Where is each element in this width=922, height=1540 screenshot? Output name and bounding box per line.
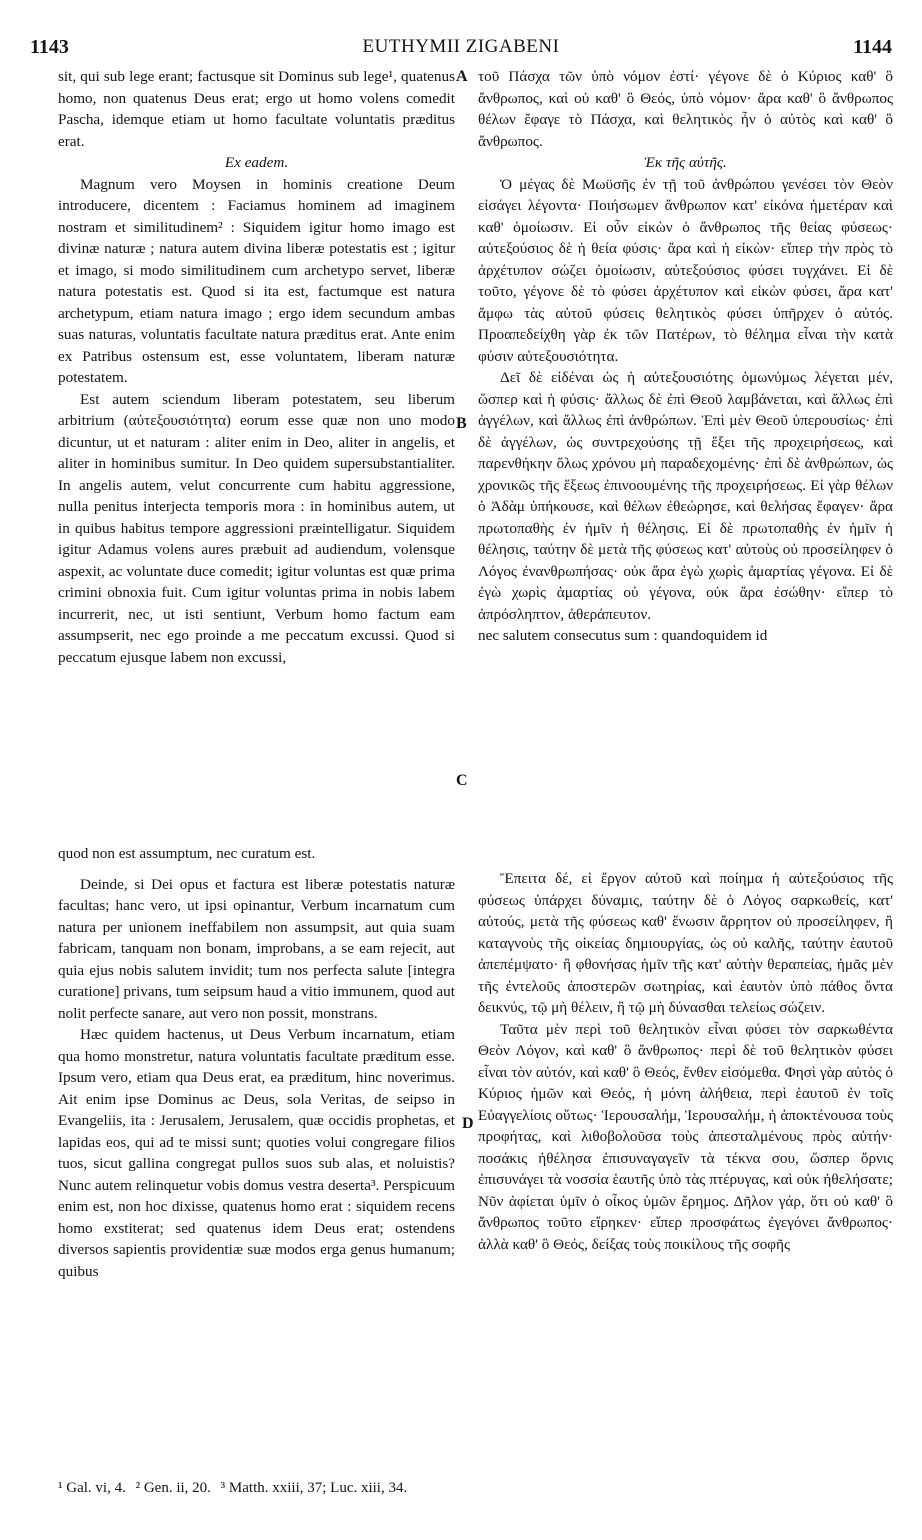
greek-paragraph: τοῦ Πάσχα τῶν ὑπὸ νόμον ἐστί· γέγονε δὲ ὁ Κύριος καθ' ὃ ἄνθρωπος, καὶ οὐ καθ' ὃ Θεός, ὑπὸ νόμον· ἄρα καθ' ὃ ἄνθρωπος θέλων ἔφαγε τὸ Πάσχα, καὶ θελητικὸς ἦν ὁ αὐτὸς καὶ καθ' ὃ ἄνθρωπος.: [478, 68, 893, 150]
section-marker-b: B: [456, 415, 467, 432]
greek-paragraph: Ὁ μέγας δὲ Μωϋσῆς ἐν τῇ τοῦ ἀνθρώπου γενέσει τὸν Θεὸν εἰσάγει λέγοντα· Ποιήσωμεν ἄνθρωπον κατ' εἰκόνα ἡμετέραν καὶ καθ' ὁμοίωσιν. Εἰ οὖν εἰκὼν ὁ ἄνθρωπος τῆς θείας φύσεως· αὐτεξούσιος δὲ ἡ θεία φύσις· ἄρα καὶ ἡ εἰκὼν· εἴπερ τὴν πρὸς τὸ ἀρχέτυπον σώζει ὁμοίωσιν, αὐτεξούσιος φύσει τυγχάνει. Εἰ δὲ τοῦτο, γέγονε δὲ τὸ φύσει ἀρχέτυπον καὶ εἰκὼν φύσει, ἄρα κατ' ἄμφω τὰς αὐτοῦ φύσεις θελητικὸς φύσει ὑπῆρχεν ὁ αὐτός. Προαπεδείχθη γὰρ ἐκ τῶν Πατέρων, τὸ θέλημα εἶναι τὴν κατὰ φύσιν αὐτεξουσιότητα.: [478, 175, 893, 365]
latin-column-lower: [58, 843, 455, 1282]
section-marker-d: D: [462, 1115, 474, 1132]
latin-paragraph: Deinde, si Dei opus et factura est liberæ potestatis naturæ facultas; hanc vero, ut ipsi opinantur, Verbum incarnatum cum natura per unionem ineffabilem non assumpsit, aut quia suam fabricam, tanquam non bonam, improbans, a se eam rejecit, aut quia ejus nobis salutem invidit; tum nos perfecta salute [integra curatione] privans, tum seipsum haud a vitio immunem, quod aut nolit perfecte sanare, aut vero non possit, monstrans.: [58, 875, 455, 1022]
left-page-number: 1143: [30, 36, 69, 58]
greek-paragraph-tail: nec salutem consecutus sum : quandoquidem id: [478, 627, 768, 644]
page-header: [30, 36, 892, 60]
greek-paragraph: Ταῦτα μὲν περὶ τοῦ θελητικὸν εἶναι φύσει τὸν σαρκωθέντα Θεὸν Λόγον, καὶ καθ' ὃ ἄνθρωπος· περὶ δὲ τοῦ θελητικὸν φύσει εἶναι τὸν αὐτόν, καὶ καθ' ὃ Θεός, ἔνθεν εἰσόμεθα. Φησὶ γὰρ αὐτὸς ὁ Κύριος ἡμῶν καὶ Θεός, ἡ μόνη ἀλήθεια, περὶ ἑαυτοῦ ἐν τοῖς Εὐαγγελίοις οὕτως· Ἱερουσαλήμ, Ἱερουσαλήμ, ἡ ἀποκτένουσα τοὺς προφήτας, καὶ λιθοβολοῦσα τοὺς ἀπεσταλμένους πρὸς αὐτήν· ποσάκις ἠθέλησα ἐπισυναγαγεῖν τὰ τέκνα σου, ὥσπερ ὄρνις ἐπισυνάγει τὰ νοσσία ἑαυτῆς ὑπὸ τὰς πτέρυγας, καὶ οὐκ ἠθελήσατε; Νῦν ἀφίεται ὑμῖν ὁ οἶκος ὑμῶν ἔρημος. Δῆλον γάρ, ὅτι οὐ καθ' ὃ ἄνθρωπος τοῦτο εἴρηκεν· εἴπερ προσφάτως ἐγεγόνει ἄνθρωπος· ἀλλὰ καθ' ὃ Θεός, δείξας τοὺς ποικίλους τῆς σοφῆς: [478, 1020, 893, 1253]
greek-subheading: Ἐκ τῆς αὐτῆς.: [644, 154, 727, 171]
latin-paragraph: Est autem sciendum liberam potestatem, seu liberum arbitrium (αὐτεξουσιότητα) eorum esse quæ non uno modo dicuntur, ut et naturam : aliter enim in Deo, aliter in angelis, et aliter in hominibus sumitur. In Deo quidem supersubstantialiter. In angelis autem, velut concurrente cum habitu aggressione, nulla penitus interjecta temporis mora : in hominibus autem, ut in quibus habitus tempore aggressioni præintelligatur. Siquidem igitur Adamus volens aures præbuit ad audiendum, volensque aspexit, ac voluntate duce comedit; igitur voluntas est quæ prima crimini obnoxia fuit. Cum igitur voluntas prima in nobis labem incurrerit, nec, ut isti sentiunt, Verbum homo factum eam assumpserit, nec ego proinde a me peccatum excussi. Quod si peccatum ejusque labem non excussi,: [58, 390, 455, 666]
section-marker-a: A: [456, 68, 468, 85]
latin-paragraph: sit, qui sub lege erant; factusque sit Dominus sub lege¹, quatenus homo, non quatenus Deus erat; ergo ut homo volens comedit Pascha, idemque etiam ut homo facultate voluntatis præditus erat.: [58, 68, 455, 150]
latin-paragraph: Hæc quidem hactenus, ut Deus Verbum incarnatum, etiam qua homo monstretur, natura voluntatis facultate præditum esse. Ipsum vero, etiam qua Deus erat, ea præditum, hinc noverimus. Ait enim ipse Dominus ac Deus, sola Veritas, de seipso in Evangeliis, ita : Jerusalem, Jerusalem, quæ occidis prophetas, et lapidas eos, qui ad te missi sunt; quoties volui congregare filios tuos, sicut gallina congregat pullos suos sub alas, et noluistis? Nunc autem relinquetur vobis domus vestra deserta³. Perspicuum enim est, non hoc dixisse, quatenus homo erat : siquidem recens homo exstiterat; sed quatenus idem Deus erat; ostendens diversos sapientis providentiæ suæ modos erga genus humanum; quibus: [58, 1026, 455, 1280]
footnote: ² Gen. ii, 20.: [135, 1480, 211, 1496]
latin-paragraph-tail: quod non est assumptum, nec curatum est.: [58, 845, 316, 862]
section-marker-c: C: [456, 772, 468, 789]
latin-subheading: Ex eadem.: [224, 154, 289, 171]
footnote: ¹ Gal. vi, 4.: [58, 1480, 126, 1496]
running-title: EUTHYMII ZIGABENI: [362, 36, 560, 57]
latin-paragraph: Magnum vero Moysen in hominis creatione Deum introducere, dicentem : Faciamus hominem ad imaginem nostram et similitudinem² : Siquidem igitur homo imago est divinæ naturæ ; natura autem divina liberæ potestatis est ; igitur et imago, si modo similitudinem cum archetypo servet, liberæ natura potestatis est. Quod si ita est, factumque est natura archetypum, etiam natura imago ; ergo idem secundum ambas suas naturas, voluntatis facultate natura præditus erat. Ante enim ex Patribus ostensum est, esse voluntatem, liberam naturæ potestatem.: [58, 175, 455, 386]
footnotes: [58, 1480, 758, 1497]
greek-column-lower: [478, 868, 893, 1255]
latin-column-upper: [58, 66, 455, 668]
greek-paragraph: Ἔπειτα δέ, εἰ ἔργον αὐτοῦ καὶ ποίημα ἡ αὐτεξούσιος τῆς φύσεως ὑπάρχει δύναμις, ταύτην δὲ ὁ Λόγος σαρκωθείς, κατ' αὐτούς, μετὰ τῆς φύσεως καθ' ἕνωσιν ἄρρητον οὐ προσείληφεν, ἢ καταγνοὺς τῆς οἰκείας δημιουργίας, ὡς οὐ καλῆς, ταύτην ἑαυτοῦ ἀπεπέμψατο· ἢ φθονήσας ἡμῖν τῆς κατ' αὐτὴν θεραπείας, ἡμᾶς μὲν τῆς ἐντελοῦς ἀποστερῶν σωτηρίας, καὶ ἑαυτὸν ὑπὸ πάθος ὄντα δεικνύς, τῷ μὴ θέλειν, ἢ τῷ μὴ δύνασθαι τελείως σώζειν.: [478, 870, 893, 1016]
greek-column-upper: [478, 66, 893, 647]
footnote: ³ Matth. xxiii, 37; Luc. xiii, 34.: [220, 1480, 408, 1496]
right-page-number: 1144: [853, 36, 892, 58]
greek-paragraph: Δεῖ δὲ εἰδέναι ὡς ἡ αὐτεξουσιότης ὁμωνύμως λέγεται μέν, ὥσπερ καὶ ἡ φύσις· ἄλλως δὲ ἐπὶ Θεοῦ λαμβάνεται, καὶ ἄλλως ἐπὶ ἀγγέλων, καὶ ἄλλως ἐπὶ ἀνθρώπων. Ἐπὶ μὲν Θεοῦ ὑπερουσίως· ἐπὶ δὲ ἀγγέλων, ὡς συντρεχούσης τῇ ἕξει τῆς προχειρήσεως, καὶ παρενθήκην ὅλως χρόνου μὴ παραδεχομένης· ἐπὶ δὲ ἀνθρώπων, ὡς χρονικῶς τῆς ἕξεως ἐπινοουμένης τῆς προχειρήσεως. Εἰ γὰρ θέλων ὁ Ἀδὰμ ὑπήκουσε, καὶ θέλων ἐθεώρησε, καὶ θελήσας ἔφαγεν· ἄρα πρωτοπαθὴς ἐν ἡμῖν ἡ θέλησις. Εἰ δὲ πρωτοπαθὴς ἐν ἡμῖν ἡ θέλησις, ταύτην δὲ μετὰ τῆς φύσεως κατ' αὐτοὺς οὐ προσείληφεν ὁ Λόγος ἐνανθρωπήσας· οὐκ ἄρα ἐγὼ χωρὶς ἁμαρτίας γέγονα. Εἰ δὲ ἐγὼ χωρὶς ἁμαρτίας οὐ γέγονα, οὐκ ἄρα ἐσώθην· εἴπερ τὸ ἀπρόσληπτον, ἀθεράπευτον.: [478, 369, 893, 623]
